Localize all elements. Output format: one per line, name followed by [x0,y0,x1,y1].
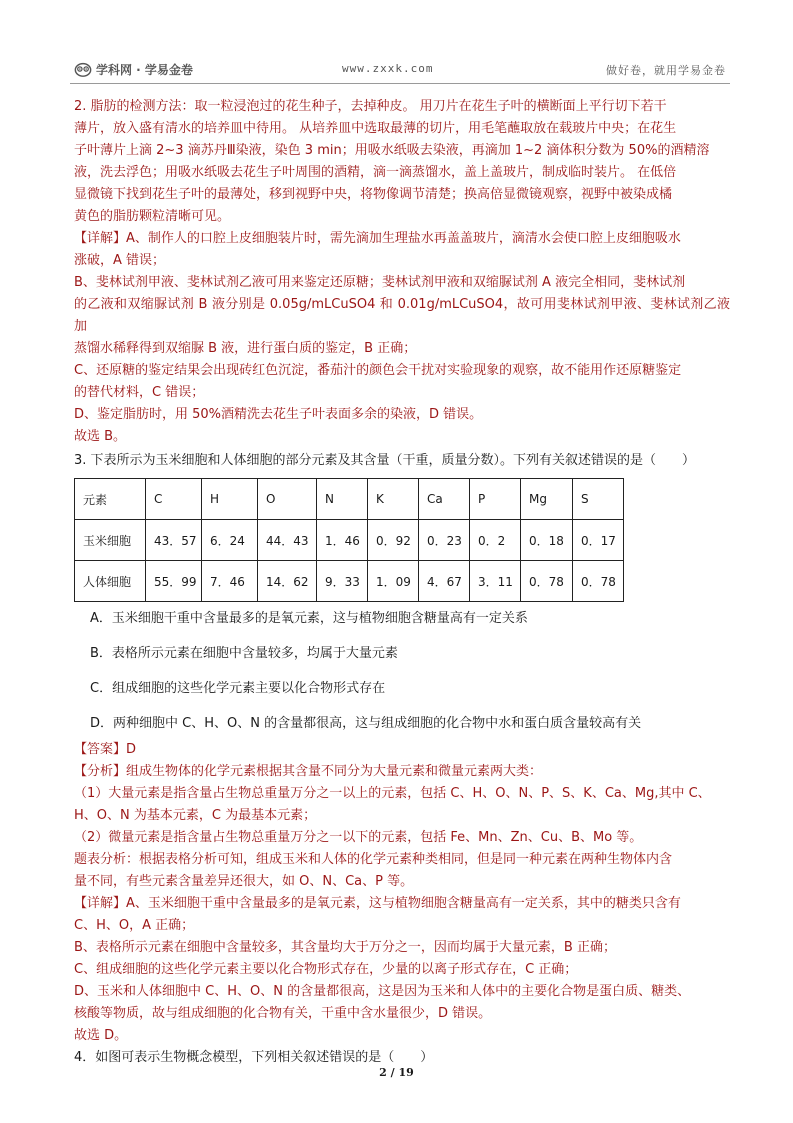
owl-logo-icon [74,60,92,78]
table-row [75,561,624,602]
q2-line: 2. 脂肪的检测方法：取一粒浸泡过的花生种子，去掉种皮。 用刀片在花生子叶的横断面上平行切下若干 [74,99,667,114]
q2-line: B、斐林试剂甲液、斐林试剂乙液可用来鉴定还原糖；斐林试剂甲液和双缩脲试剂 A 液完全相同，斐林试剂 [74,275,686,290]
q4-stem: 4．如图可表示生物概念模型，下列相关叙述错误的是（ ） [74,1050,434,1065]
table-cell: 0．78 [521,561,573,602]
q3-option-d: D．两种细胞中 C、H、O、N 的含量都很高，这与组成细胞的化合物中水和蛋白质含量较高有关 [90,716,642,731]
table-cell: P [470,479,521,520]
analysis-line: C、H、O，A 正确； [74,918,195,933]
table-cell: 0．78 [573,561,624,602]
table-cell: 14．62 [258,561,317,602]
q2-line: 液，洗去浮色；用吸水纸吸去花生子叶周围的酒精，滴一滴蒸馏水，盖上盖玻片，制成临时装片。 在低倍 [74,165,677,180]
q3-stem: 3. 下表所示为玉米细胞和人体细胞的部分元素及其含量（干重，质量分数）。下列有关叙述错误的是（ ） [74,453,696,468]
q2-line: 故选 B。 [74,429,127,444]
table-cell: H [202,479,258,520]
logo [74,60,193,78]
table-cell: N [317,479,368,520]
analysis-line: 核酸等物质，故与组成细胞的化合物有关，干重中含水量很少，D 错误。 [74,1006,492,1021]
q3-answer: 【答案】D [74,742,137,757]
q3-option-c: C．组成细胞的这些化学元素主要以化合物形式存在 [90,681,386,696]
table-cell: S [573,479,624,520]
table-cell: 7．46 [202,561,258,602]
analysis-line: D、玉米和人体细胞中 C、H、O、N 的含量都很高，这是因为玉米和人体中的主要化合物是蛋白质、糖类、 [74,984,691,999]
analysis-line: （1）大量元素是指含量占生物总重量万分之一以上的元素，包括 C、H、O、N、P、S、K、Ca、Mg,其中 C、 [74,786,711,801]
table-cell: 1．09 [368,561,419,602]
page-number: 2 / 19 [379,1066,414,1079]
q2-line: 薄片，放入盛有清水的培养皿中待用。 从培养皿中选取最薄的切片，用毛笔蘸取放在载玻片中央；在花生 [74,121,677,136]
table-cell: 6．24 [202,520,258,561]
q2-line: 【详解】A、制作人的口腔上皮细胞装片时，需先滴加生理盐水再盖盖玻片，滴清水会使口腔上皮细胞吸水 [74,231,681,246]
q2-line: 涨破，A 错误； [74,253,166,268]
logo-text: 学科网 · 学易金卷 [96,62,193,77]
table-cell: 0．2 [470,520,521,561]
table-cell: 3．11 [470,561,521,602]
analysis-line: 【详解】A、玉米细胞干重中含量最多的是氧元素，这与植物细胞含糖量高有一定关系，其中的糖类只含有 [74,896,681,911]
table-cell: 玉米细胞 [75,520,146,561]
q2-line: 蒸馏水稀释得到双缩脲 B 液，进行蛋白质的鉴定，B 正确； [74,341,417,356]
element-table [74,478,624,602]
table-cell: C [146,479,202,520]
slogan: 做好卷，就用学易金卷 [606,64,726,77]
analysis-line: 量不同，有些元素含量差异还很大，如 O、N、Ca、P 等。 [74,874,414,889]
table-cell: 9．33 [317,561,368,602]
analysis-line: C、组成细胞的这些化学元素主要以化合物形式存在，少量的以离子形式存在，C 正确； [74,962,578,977]
table-cell: 人体细胞 [75,561,146,602]
q2-line: D、鉴定脂肪时，用 50%酒精洗去花生子叶表面多余的染液，D 错误。 [74,407,483,422]
table-cell: 元素 [75,479,146,520]
analysis-line: 【分析】组成生物体的化学元素根据其含量不同分为大量元素和微量元素两大类： [74,764,543,779]
q2-detail [74,96,730,448]
analysis-line: 故选 D。 [74,1028,128,1043]
table-cell: 1．46 [317,520,368,561]
q3-analysis [74,761,730,1047]
table-row [75,520,624,561]
table-cell: 0．18 [521,520,573,561]
q2-line: 子叶薄片上滴 2~3 滴苏丹Ⅲ染液，染色 3 min；用吸水纸吸去染液，再滴加 1~2 滴体积分数为 50%的酒精溶 [74,143,710,158]
site-url: www.zxxk.com [342,62,434,75]
table-cell: Mg [521,479,573,520]
table-cell: 55．99 [146,561,202,602]
document-body [74,96,730,1069]
table-cell: 0．92 [368,520,419,561]
analysis-line: H、O、N 为基本元素，C 为最基本元素； [74,808,317,823]
analysis-line: B、表格所示元素在细胞中含量较多，其含量均大于万分之一，因而均属于大量元素，B 正确； [74,940,616,955]
q3-option-a: A．玉米细胞干重中含量最多的是氧元素，这与植物细胞含糖量高有一定关系 [90,611,528,626]
q2-line: 的替代材料，C 错误； [74,385,205,400]
q2-line: 显微镜下找到花生子叶的最薄处，移到视野中央，将物像调节清楚；换高倍显微镜观察，视野中被染成橘 [74,187,673,202]
q2-line: 的乙液和双缩脲试剂 B 液分别是 0.05g/mLCuSO4 和 0.01g/mLCuSO4，故可用斐林试剂甲液、斐林试剂乙液加 [74,297,730,334]
table-cell: Ca [419,479,470,520]
table-cell: 0．23 [419,520,470,561]
table-cell: 0．17 [573,520,624,561]
page-header [70,57,730,84]
table-header-row [75,479,624,520]
table-cell: 44．43 [258,520,317,561]
q2-line: C、还原糖的鉴定结果会出现砖红色沉淀，番茄汁的颜色会干扰对实验现象的观察，故不能用作还原糖鉴定 [74,363,682,378]
table-cell: O [258,479,317,520]
table-cell: 4．67 [419,561,470,602]
analysis-line: 题表分析：根据表格分析可知，组成玉米和人体的化学元素种类相同，但是同一种元素在两种生物体内含 [74,852,673,867]
q3-option-b: B．表格所示元素在细胞中含量较多，均属于大量元素 [90,646,398,661]
analysis-line: （2）微量元素是指含量占生物总重量万分之一以下的元素，包括 Fe、Mn、Zn、Cu、B、Mo 等。 [74,830,643,845]
q2-line: 黄色的脂肪颗粒清晰可见。 [74,209,231,224]
table-cell: 43．57 [146,520,202,561]
table-cell: K [368,479,419,520]
